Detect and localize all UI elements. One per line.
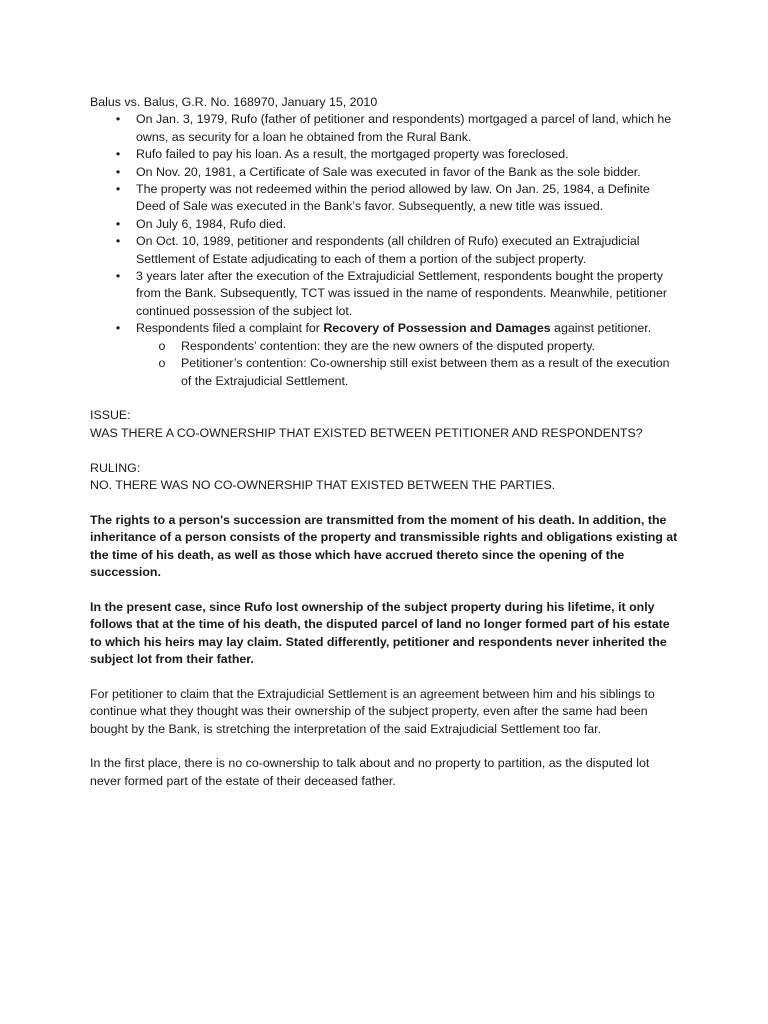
ruling-paragraph-1: The rights to a person's succession are transmitted from the moment of his death. In addition, the inheritance of a person consists of the property and transmissible rights and obligations existing at the time of his death, as well as those which have accrued thereto since the opening of the succession. [90, 512, 678, 579]
case-title: Balus vs. Balus, G.R. No. 168970, January 15, 2010 [90, 95, 378, 109]
spacer [90, 668, 678, 685]
list-item-complaint: • Respondents filed a complaint for Recovery of Possession and Damages against petitioner. o Respondents’ contention: they are the new owners of the disputed property. o Petitioner’s contention: Co-ownership still exist between them as a result of the execution of the Extrajudicial Settlement. [90, 320, 678, 390]
facts-list [90, 111, 678, 390]
list-item: • The property was not redeemed within the period allowed by law. On Jan. 25, 1984, a Definite Deed of Sale was executed in the Bank’s favor. Subsequently, a new title was issued. [90, 181, 678, 216]
complaint-title: Recovery of Possession and Damages [323, 321, 551, 336]
ruling-label: RULING: [90, 460, 141, 475]
list-item: • On Nov. 20, 1981, a Certificate of Sale was executed in favor of the Bank as the sole bidder. [90, 164, 678, 181]
list-item: • On July 6, 1984, Rufo died. [90, 216, 678, 233]
list-item: • Rufo failed to pay his loan. As a result, the mortgaged property was foreclosed. [90, 146, 678, 163]
bullet: • [115, 216, 121, 231]
issue-label: ISSUE: [90, 408, 131, 423]
sub-bullet: o [158, 338, 166, 353]
spacer [90, 442, 678, 459]
spacer [90, 581, 678, 598]
paragraph-3: For petitioner to claim that the Extrajudicial Settlement is an agreement between him and his siblings to continue what they thought was their ownership of the subject property, even after the same had been bought by the Bank, is stretching the interpretation of the said Extrajudicial Settlement too far. [90, 686, 655, 736]
spacer [90, 738, 678, 755]
spacer [90, 390, 678, 407]
list-item: o Petitioner’s contention: Co-ownership still exist between them as a result of the execution of the Extrajudicial Settlement. [158, 356, 670, 388]
bullet: • [115, 321, 121, 336]
list-item: • On Oct. 10, 1989, petitioner and respondents (all children of Rufo) executed an Extrajudicial Settlement of Estate adjudicating to each of them a portion of the subject property. [90, 233, 678, 268]
paragraph-4: In the first place, there is no co-ownership to talk about and no property to partition, as the disputed lot never formed part of the estate of their deceased father. [90, 756, 650, 788]
bullet: • [115, 164, 121, 179]
contentions-list [136, 338, 678, 390]
sub-bullet: o [158, 356, 166, 371]
bullet: • [115, 234, 121, 249]
list-item: • On Jan. 3, 1979, Rufo (father of petitioner and respondents) mortgaged a parcel of land, which he owns, as security for a loan he obtained from the Rural Bank. [90, 111, 678, 146]
ruling-text: NO. THERE WAS NO CO-OWNERSHIP THAT EXISTED BETWEEN THE PARTIES. [90, 477, 556, 492]
bullet: • [115, 112, 121, 127]
list-item: • 3 years later after the execution of the Extrajudicial Settlement, respondents bought the property from the Bank. Subsequently, TCT was issued in the name of respondents. Meanwhile, petitioner continued possession of the subject lot. [90, 268, 678, 320]
bullet: • [115, 147, 121, 162]
bullet: • [115, 182, 121, 197]
list-item: o Respondents’ contention: they are the new owners of the disputed property. [90, 338, 678, 355]
ruling-paragraph-2: In the present case, since Rufo lost ownership of the subject property during his lifetime, it only follows that at the time of his death, the disputed parcel of land no longer formed part of his estate to which his heirs may lay claim. Stated differently, petitioner and respondents never inherited the subject lot from their father. [90, 599, 670, 666]
issue-text: WAS THERE A CO-OWNERSHIP THAT EXISTED BETWEEN PETITIONER AND RESPONDENTS? [90, 425, 643, 440]
bullet: • [115, 269, 121, 284]
spacer [90, 494, 678, 511]
